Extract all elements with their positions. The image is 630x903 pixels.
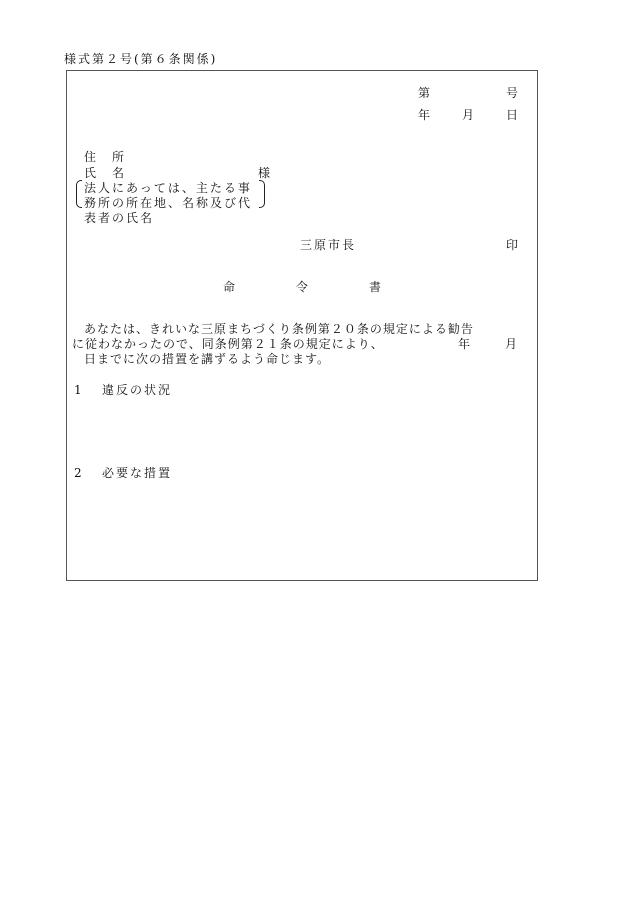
body-line-2: に従わなかったので、同条例第２１条の規定により、 bbox=[72, 337, 384, 351]
issuer: 三原市長 bbox=[300, 238, 357, 252]
doc-title-1: 命 bbox=[223, 280, 236, 294]
number-prefix: 第 bbox=[418, 86, 431, 100]
date-year: 年 bbox=[418, 108, 431, 122]
right-bracket bbox=[259, 180, 265, 208]
note-line-1: 法人にあっては、主たる事 bbox=[84, 181, 252, 195]
address-label: 住 所 bbox=[84, 150, 127, 164]
note-line-2: 務所の所在地、名称及び代 bbox=[84, 196, 253, 210]
body-line-2-month: 月 bbox=[505, 337, 518, 351]
date-month: 月 bbox=[462, 108, 475, 122]
doc-title-2: 令 bbox=[296, 280, 309, 294]
left-bracket bbox=[76, 180, 82, 208]
name-label: 氏 名 bbox=[84, 166, 127, 180]
item-1-number: 1 bbox=[74, 383, 82, 397]
item-2-number: 2 bbox=[74, 466, 82, 480]
note-line-3: 表者の氏名 bbox=[84, 211, 155, 225]
number-suffix: 号 bbox=[506, 86, 519, 100]
honorific: 様 bbox=[258, 166, 271, 180]
seal: 印 bbox=[506, 238, 519, 252]
form-title: 様式第２号(第６条関係) bbox=[64, 52, 218, 66]
body-line-2-year: 年 bbox=[458, 337, 471, 351]
body-line-1: あなたは、きれいな三原まちづくり条例第２０条の規定による勧告 bbox=[84, 322, 474, 336]
date-day: 日 bbox=[506, 108, 519, 122]
doc-title-3: 書 bbox=[369, 280, 382, 294]
item-2-label: 必要な措置 bbox=[102, 466, 173, 480]
item-1-label: 違反の状況 bbox=[102, 383, 173, 397]
body-line-3: 日までに次の措置を講ずるよう命じます。 bbox=[84, 352, 331, 366]
